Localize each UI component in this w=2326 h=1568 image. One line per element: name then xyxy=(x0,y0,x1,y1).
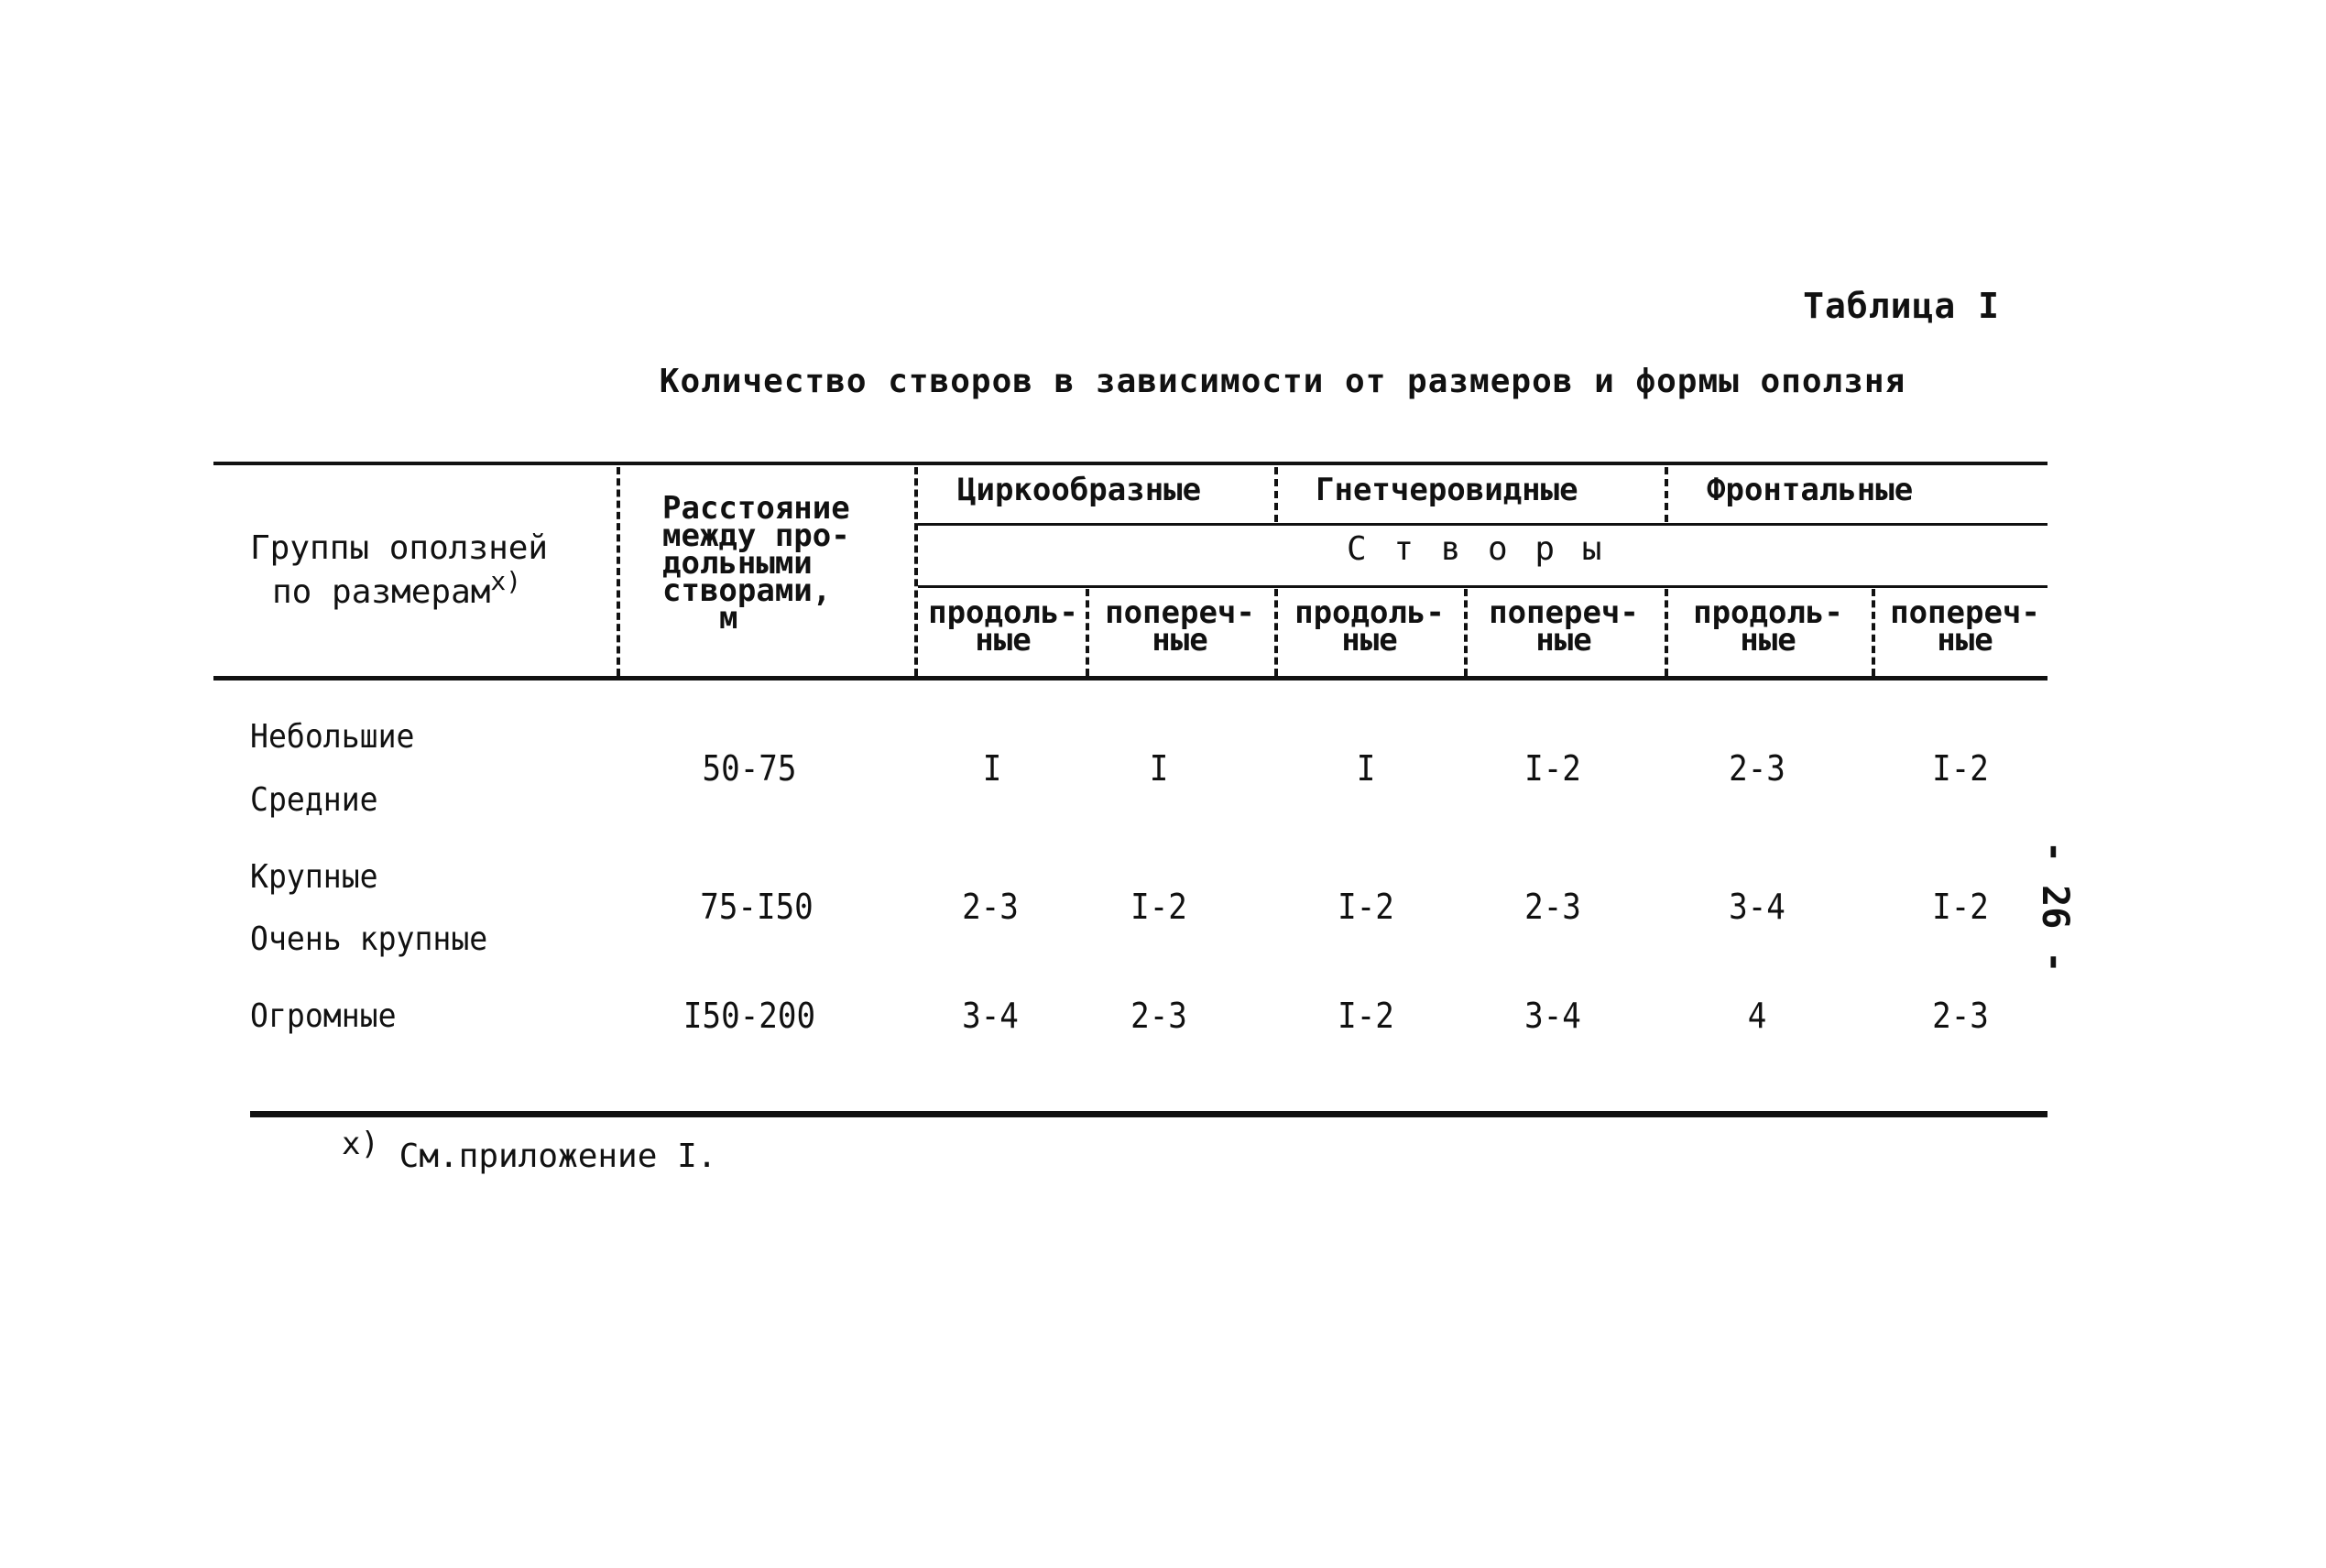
col-divider xyxy=(1274,467,1278,522)
col-divider xyxy=(1665,467,1668,522)
header-bottom-rule xyxy=(213,676,2048,681)
page-number: - 26 - xyxy=(2034,841,2076,974)
header-form-gnetcher: Гнетчеровидные xyxy=(1316,472,1578,508)
cell-value: I xyxy=(982,748,1002,789)
cell-value: I-2 xyxy=(1338,887,1394,927)
row-group-label: Очень крупные xyxy=(250,920,488,958)
header-groups-line1: Группы оползней xyxy=(250,529,549,567)
stvory-rule xyxy=(918,585,2048,588)
subheader-transverse: попереч- ные xyxy=(1489,594,1639,659)
header-distance-line3: дольными xyxy=(662,545,813,582)
cell-value: 3-4 xyxy=(1524,996,1581,1036)
col-divider xyxy=(1872,589,1875,676)
cell-value: 2-3 xyxy=(962,887,1019,927)
form-groups-rule xyxy=(918,523,2048,526)
row-group-label: Крупные xyxy=(250,858,378,896)
col-divider xyxy=(1665,589,1668,676)
subheader-transverse: попереч- ные xyxy=(1890,594,2040,659)
header-form-circus: Циркообразные xyxy=(957,472,1202,508)
header-distance xyxy=(662,490,850,637)
row-group-label: Огромные xyxy=(250,997,397,1035)
header-groups xyxy=(250,527,548,616)
table-top-rule xyxy=(213,462,2048,465)
header-distance-line5: м xyxy=(719,600,738,637)
cell-value: 3-4 xyxy=(1729,887,1785,927)
cell-value: I-2 xyxy=(1130,887,1187,927)
cell-value: 4 xyxy=(1747,996,1767,1036)
table-caption: Количество створов в зависимости от размеров и формы оползня xyxy=(659,363,1906,400)
col-divider xyxy=(1274,589,1278,676)
cell-value: 2-3 xyxy=(1130,996,1187,1036)
footnote xyxy=(342,1126,717,1175)
row-group-label: Небольшие xyxy=(250,718,415,756)
header-distance-line4: створами, xyxy=(662,572,832,609)
col-divider xyxy=(617,467,620,676)
cell-distance: 75-I50 xyxy=(700,887,814,927)
cell-value: 2-3 xyxy=(1932,996,1989,1036)
subheader-transverse: попереч- ные xyxy=(1105,594,1255,659)
cell-value: I-2 xyxy=(1524,748,1581,789)
footnote-text: См.приложение I. xyxy=(399,1138,717,1175)
row-group-label: Средние xyxy=(250,781,378,819)
footnote-mark: x) xyxy=(490,566,522,596)
header-stvory: С т в о р ы xyxy=(1347,530,1606,568)
header-distance-line1: Расстояние xyxy=(662,490,850,527)
footnote-mark: x) xyxy=(342,1126,379,1162)
cell-value: I xyxy=(1356,748,1376,789)
table-label: Таблица I xyxy=(1803,286,2000,326)
cell-value: I-2 xyxy=(1932,748,1989,789)
subheader-longitudinal: продоль- ные xyxy=(1294,594,1445,659)
header-form-frontal: Фронтальные xyxy=(1707,472,1914,508)
col-divider xyxy=(1086,589,1089,676)
subheader-longitudinal: продоль- ные xyxy=(1693,594,1843,659)
cell-value: I-2 xyxy=(1932,887,1989,927)
table-bottom-rule xyxy=(250,1111,2048,1117)
cell-value: I-2 xyxy=(1338,996,1394,1036)
cell-value: I xyxy=(1149,748,1169,789)
header-distance-line2: между про- xyxy=(662,517,850,554)
subheader-longitudinal: продоль- ные xyxy=(928,594,1078,659)
cell-value: 2-3 xyxy=(1524,887,1581,927)
cell-value: 2-3 xyxy=(1729,748,1785,789)
col-divider xyxy=(914,467,918,676)
cell-distance: I50-200 xyxy=(683,996,816,1036)
col-divider xyxy=(1464,589,1468,676)
cell-distance: 50-75 xyxy=(702,748,797,789)
cell-value: 3-4 xyxy=(962,996,1019,1036)
header-groups-line2: по размерам$^{x)}$ xyxy=(272,566,522,611)
